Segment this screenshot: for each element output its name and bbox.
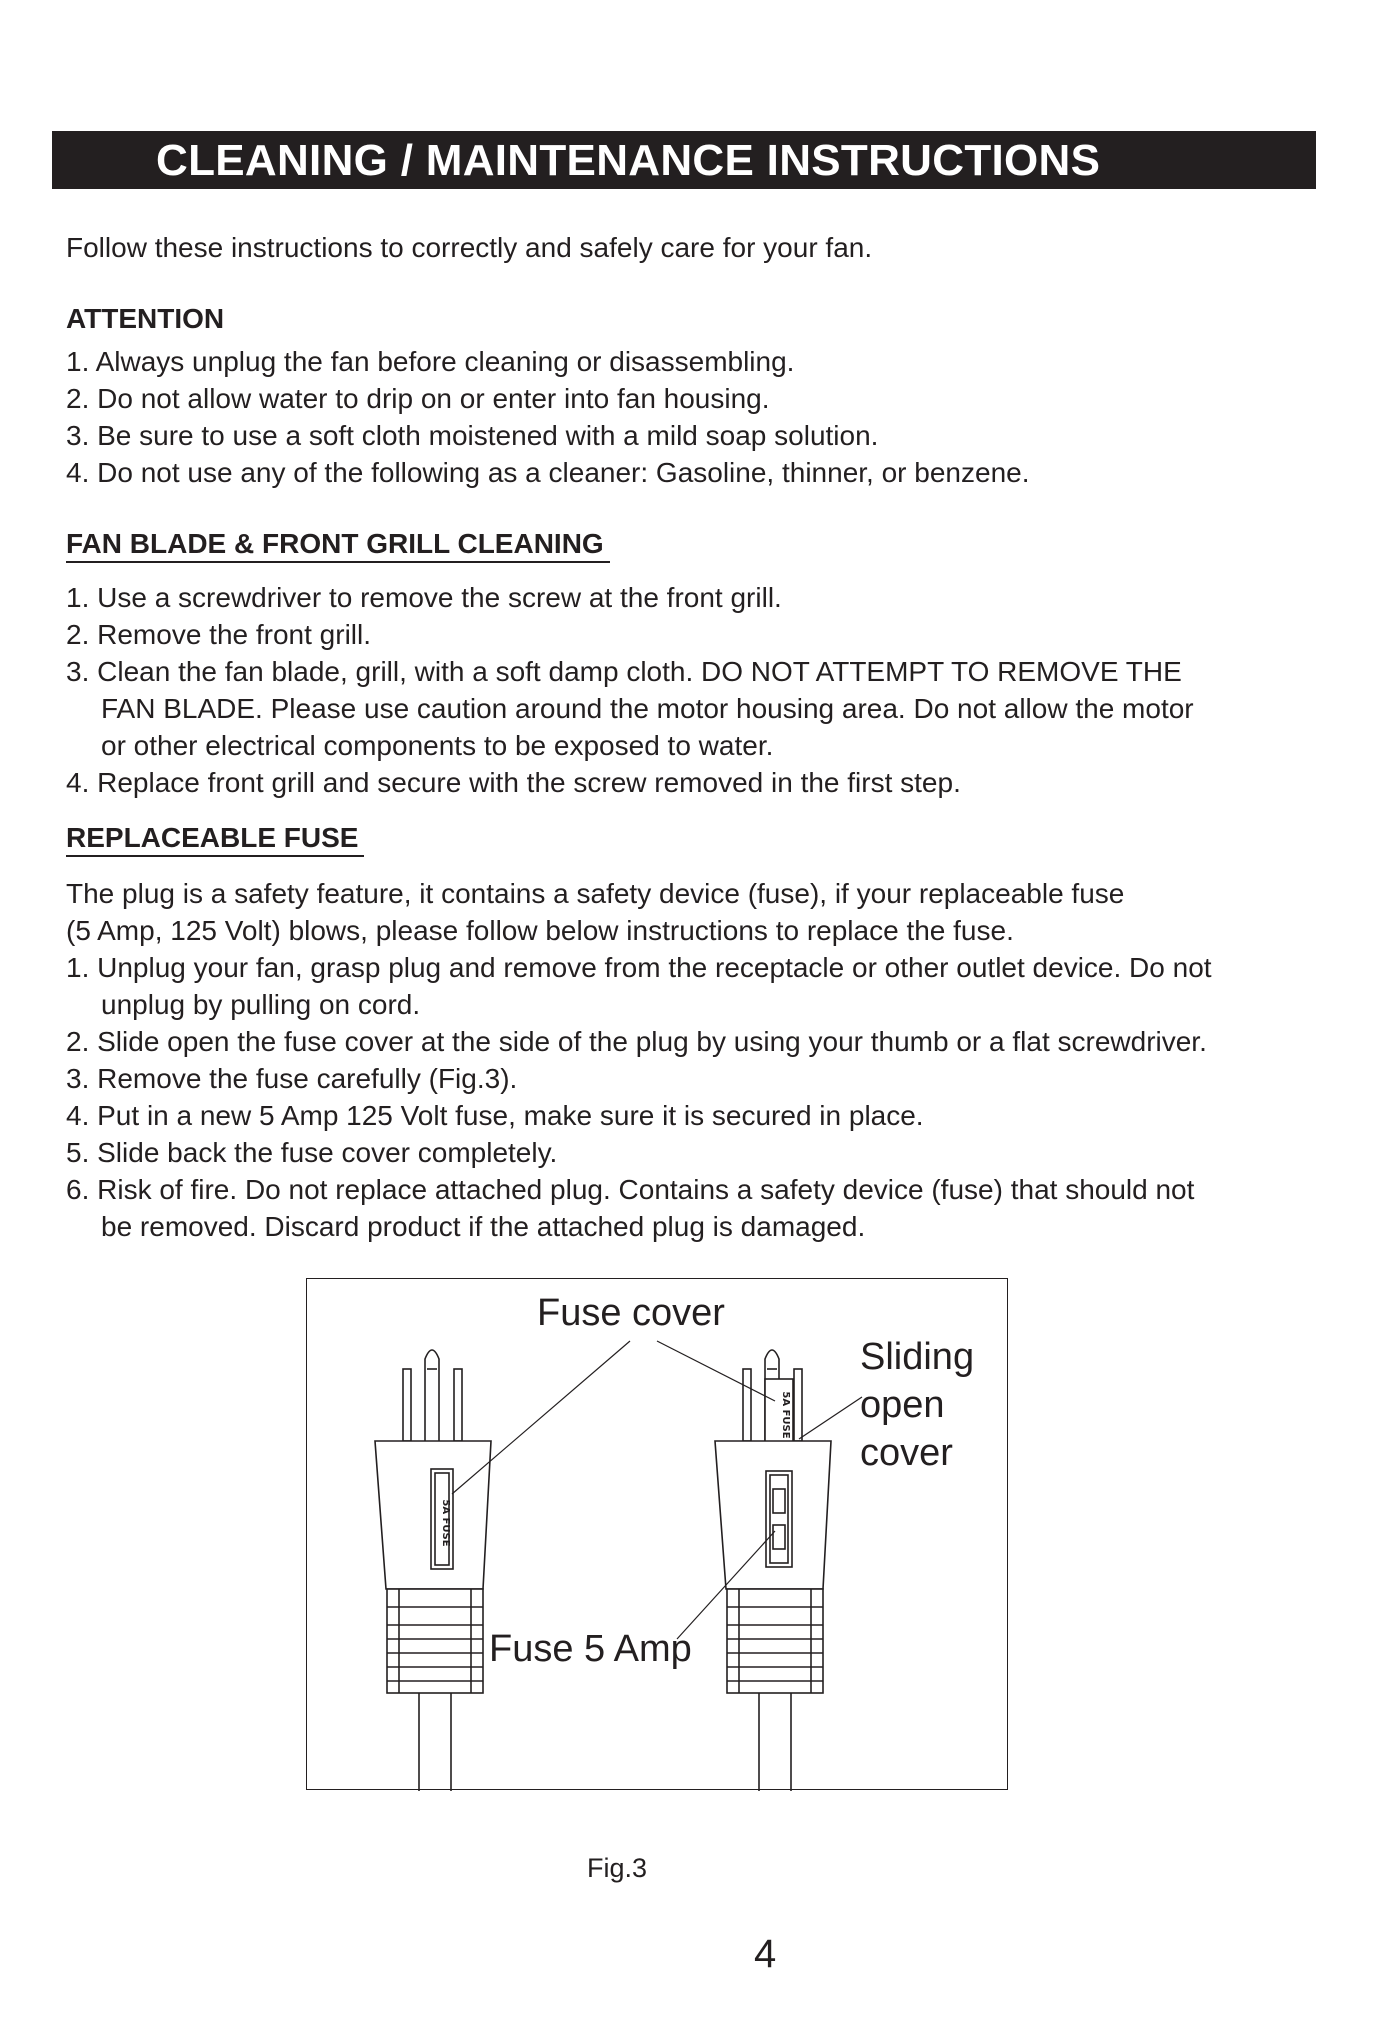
list-item: 5. Slide back the fuse cover completely. bbox=[66, 1137, 558, 1168]
list-item: 4. Put in a new 5 Amp 125 Volt fuse, make sure it is secured in place. bbox=[66, 1100, 924, 1131]
blade-cleaning-heading-text: FAN BLADE & FRONT GRILL CLEANING bbox=[66, 528, 610, 563]
sliding-cover-label-2: open bbox=[860, 1384, 945, 1426]
list-item: 4. Replace front grill and secure with the screw removed in the first step. bbox=[66, 767, 961, 798]
left-plug-marking: 5A FUSE bbox=[440, 1499, 451, 1547]
list-item: 4. Do not use any of the following as a cleaner: Gasoline, thinner, or benzene. bbox=[66, 457, 1030, 488]
fuse-intro-line: (5 Amp, 125 Volt) blows, please follow below instructions to replace the fuse. bbox=[66, 915, 1014, 946]
list-item: 3. Be sure to use a soft cloth moistened with a mild soap solution. bbox=[66, 420, 879, 451]
list-item: 2. Remove the front grill. bbox=[66, 619, 372, 650]
right-plug-icon bbox=[715, 1350, 831, 1791]
fuse-amp-label: Fuse 5 Amp bbox=[489, 1628, 692, 1670]
blade-cleaning-heading bbox=[66, 525, 610, 562]
fuse-heading-text: REPLACEABLE FUSE bbox=[66, 822, 364, 857]
figure-caption: Fig.3 bbox=[587, 1853, 648, 1883]
attention-heading: ATTENTION bbox=[66, 303, 225, 334]
intro-text: Follow these instructions to correctly and safely care for your fan. bbox=[66, 232, 873, 263]
list-item: 1. Use a screwdriver to remove the screw at the front grill. bbox=[66, 582, 782, 613]
sliding-cover-label-3: cover bbox=[860, 1432, 953, 1474]
list-item-continuation: FAN BLADE. Please use caution around the motor housing area. Do not allow the motor bbox=[101, 693, 1194, 724]
fuse-plug-figure bbox=[306, 1278, 1008, 1790]
fuse-intro-line: The plug is a safety feature, it contains a safety device (fuse), if your replaceable fuse bbox=[66, 878, 1125, 909]
list-item: 1. Unplug your fan, grasp plug and remove from the receptacle or other outlet device. Do not bbox=[66, 952, 1212, 983]
list-item: 3. Clean the fan blade, grill, with a soft damp cloth. DO NOT ATTEMPT TO REMOVE THE bbox=[66, 656, 1182, 687]
page-title: CLEANING / MAINTENANCE INSTRUCTIONS bbox=[156, 136, 1101, 185]
list-item-continuation: be removed. Discard product if the attached plug is damaged. bbox=[101, 1211, 866, 1242]
left-plug-icon bbox=[375, 1350, 491, 1791]
right-plug-marking: 5A FUSE bbox=[780, 1391, 791, 1439]
page-number: 4 bbox=[754, 1932, 777, 1976]
list-item: 6. Risk of fire. Do not replace attached plug. Contains a safety device (fuse) that should not bbox=[66, 1174, 1195, 1205]
fuse-heading bbox=[66, 819, 364, 856]
list-item: 2. Slide open the fuse cover at the side of the plug by using your thumb or a flat screwdriver. bbox=[66, 1026, 1207, 1057]
list-item: 2. Do not allow water to drip on or enter into fan housing. bbox=[66, 383, 770, 414]
fuse-cover-label: Fuse cover bbox=[537, 1292, 725, 1334]
list-item-continuation: unplug by pulling on cord. bbox=[101, 989, 421, 1020]
list-item: 3. Remove the fuse carefully (Fig.3). bbox=[66, 1063, 518, 1094]
list-item: 1. Always unplug the fan before cleaning or disassembling. bbox=[66, 346, 795, 377]
section-title-banner bbox=[52, 131, 1316, 189]
sliding-cover-label-1: Sliding bbox=[860, 1336, 975, 1378]
list-item-continuation: or other electrical components to be exposed to water. bbox=[101, 730, 774, 761]
